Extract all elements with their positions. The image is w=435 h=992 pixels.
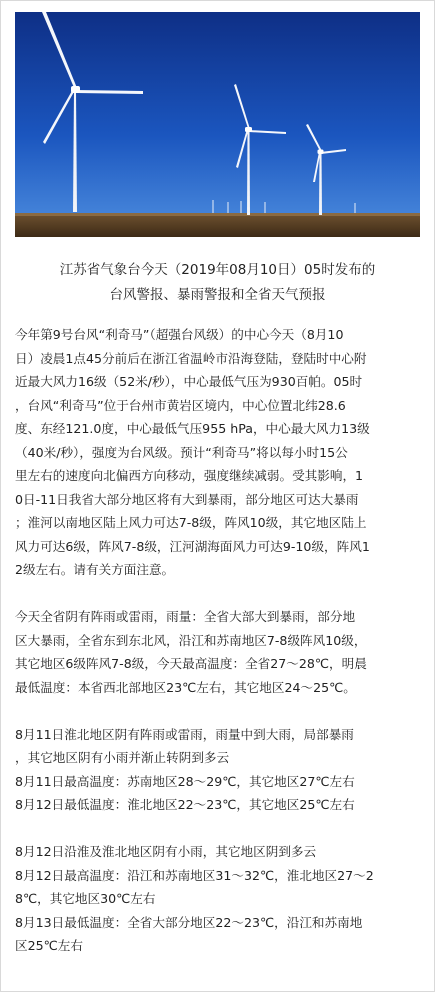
text-line: （40米/秒），强度为台风级。预计“利奇马”将以每小时15公 — [15, 444, 348, 460]
caption-line: 江苏省气象台今天（2019年08月10日）05时发布的 — [59, 262, 376, 278]
text-line: 0日-11日我省大部分地区将有大到暴雨，部分地区可达大暴雨 — [15, 491, 359, 507]
text-line: 度、东经121.0度，中心最低气压955 hPa，中心最大风力13级 — [15, 421, 370, 436]
text-line: 8℃，其它地区30℃左右 — [15, 891, 156, 906]
text-line: 区大暴雨，全省东到东北风，沿江和苏南地区7-8级阵风10级， — [15, 632, 367, 648]
text-line: 2级左右。请有关方面注意。 — [15, 562, 175, 577]
text-line: 8月12日最低温度：淮北地区22～23℃，其它地区25℃左右 — [15, 797, 355, 812]
text-line: 8月11日最高温度：苏南地区28～29℃，其它地区27℃左右 — [15, 773, 355, 789]
text-line: ，其它地区阴有小雨并渐止转阴到多云 — [15, 750, 230, 765]
typhoon-warning-paragraph — [15, 323, 428, 582]
caption-line: 台风警报、暴雨警报和全省天气预报 — [109, 287, 326, 303]
text-line: 今年第9号台风“利奇马”（超强台风级）的中心今天（8月10 — [15, 327, 344, 342]
text-line: 近最大风力16级（52米/秒），中心最低气压为930百帕。05时 — [15, 374, 363, 389]
text-line: ；淮河以南地区陆上风力可达7-8级，阵风10级，其它地区陆上 — [15, 515, 367, 530]
text-line: 今天全省阴有阵雨或雷雨，雨量：全省大部大到暴雨，部分地 — [15, 609, 356, 624]
today-forecast-paragraph — [15, 605, 428, 699]
text-line: 日）凌晨1点45分前后在浙江省温岭市沿海登陆，登陆时中心附 — [15, 350, 367, 366]
photo-caption — [15, 258, 420, 308]
aug11-forecast-paragraph — [15, 723, 428, 817]
text-line: 8月13日最低温度：全省大部分地区22～23℃，沿江和苏南地 — [15, 914, 363, 930]
text-line: 区25℃左右 — [15, 938, 83, 953]
text-line: 8月11日淮北地区阴有阵雨或雷雨，雨量中到大雨，局部暴雨 — [15, 726, 354, 742]
aug12-forecast-paragraph — [15, 840, 428, 958]
article-body — [15, 323, 428, 958]
text-line: 里左右的速度向北偏西方向移动，强度继续减弱。受其影响，1 — [15, 468, 364, 483]
text-line: ，台风“利奇马”位于台州市黄岩区境内，中心位置北纬28.6 — [15, 397, 346, 413]
wind-turbine-photo — [15, 12, 420, 237]
text-line: 8月12日最高温度：沿江和苏南地区31～32℃，淮北地区27～2 — [15, 867, 374, 883]
text-line: 8月12日沿淮及淮北地区阴有小雨，其它地区阴到多云 — [15, 844, 317, 859]
text-line: 风力可达6级，阵风7-8级，江河湖海面风力可达9-10级，阵风1 — [15, 538, 370, 554]
text-line: 最低温度：本省西北部地区23℃左右，其它地区24～25℃。 — [15, 679, 356, 695]
text-line: 其它地区6级阵风7-8级，今天最高温度：全省27～28℃，明晨 — [15, 656, 367, 671]
